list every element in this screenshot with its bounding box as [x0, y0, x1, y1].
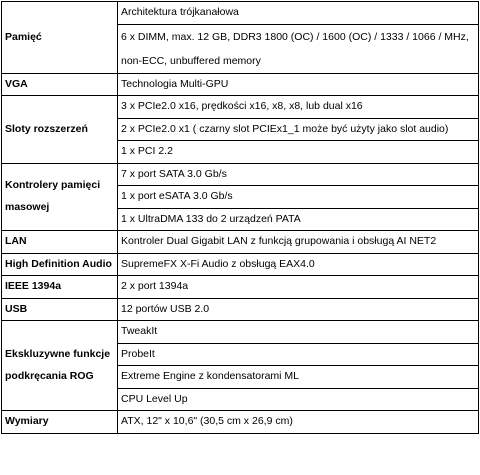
row-value: 1 x port eSATA 3.0 Gb/s: [118, 186, 479, 209]
row-value: 3 x PCIe2.0 x16, prędkości x16, x8, x8, lub dual x16: [118, 96, 479, 119]
table-row: [2, 411, 479, 434]
table-row: [2, 298, 479, 321]
row-value: 2 x PCIe2.0 x1 ( czarny slot PCIEx1_1 może być użyty jako slot audio): [118, 118, 479, 141]
table-row: [2, 321, 479, 344]
table-row: [2, 96, 479, 119]
row-label-vga: VGA: [2, 73, 118, 96]
table-row: [2, 2, 479, 25]
row-value: Architektura trójkanałowa: [118, 2, 479, 25]
row-label-lan: LAN: [2, 231, 118, 254]
row-value: 2 x port 1394a: [118, 276, 479, 299]
row-value: Kontroler Dual Gigabit LAN z funkcją grupowania i obsługą AI NET2: [118, 231, 479, 254]
row-value: ATX, 12" x 10,6" (30,5 cm x 26,9 cm): [118, 411, 479, 434]
table-row: [2, 73, 479, 96]
row-value: ProbeIt: [118, 343, 479, 366]
row-value: 1 x UltraDMA 133 do 2 urządzeń PATA: [118, 208, 479, 231]
row-label-memory: Pamięć: [2, 2, 118, 74]
row-value: 12 portów USB 2.0: [118, 298, 479, 321]
row-value: 1 x PCI 2.2: [118, 141, 479, 164]
row-label-rog-features: Ekskluzywne funkcje podkręcania ROG: [2, 321, 118, 411]
row-label-ieee1394: IEEE 1394a: [2, 276, 118, 299]
spec-table: [1, 1, 479, 434]
table-row: [2, 276, 479, 299]
row-value: Extreme Engine z kondensatorami ML: [118, 366, 479, 389]
row-value: 6 x DIMM, max. 12 GB, DDR3 1800 (OC) / 1600 (OC) / 1333 / 1066 / MHz, non-ECC, unbuffered memory: [118, 24, 479, 73]
row-label-storage-controllers: Kontrolery pamięci masowej: [2, 163, 118, 231]
row-label-expansion-slots: Sloty rozszerzeń: [2, 96, 118, 164]
row-value: CPU Level Up: [118, 388, 479, 411]
table-row: [2, 163, 479, 186]
row-value: 7 x port SATA 3.0 Gb/s: [118, 163, 479, 186]
row-label-audio: High Definition Audio: [2, 253, 118, 276]
row-label-usb: USB: [2, 298, 118, 321]
table-row: [2, 231, 479, 254]
row-value: Technologia Multi-GPU: [118, 73, 479, 96]
row-value: SupremeFX X-Fi Audio z obsługą EAX4.0: [118, 253, 479, 276]
table-row: [2, 253, 479, 276]
row-label-dimensions: Wymiary: [2, 411, 118, 434]
row-value: TweakIt: [118, 321, 479, 344]
